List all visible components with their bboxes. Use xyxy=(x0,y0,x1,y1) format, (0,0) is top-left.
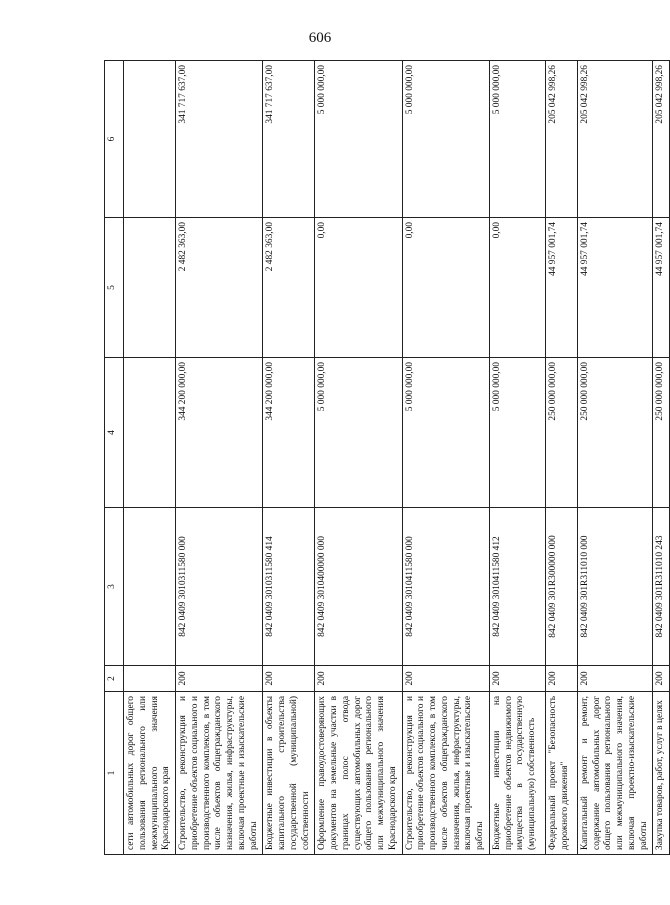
table-row xyxy=(315,61,402,855)
row-amount-4: 5 000 000,00 xyxy=(402,358,489,508)
row-amount-4 xyxy=(124,358,176,508)
table-row xyxy=(653,61,670,855)
row-classification: 842 0409 301R300000 000 xyxy=(545,508,577,666)
row-code: 200 xyxy=(653,666,670,692)
header-cell: 3 xyxy=(105,508,124,666)
row-classification: 842 0409 3010411580 000 xyxy=(402,508,489,666)
row-description: Бюджетные инвестиции в объекты капитального строительства государственной (муниципальной) собственности xyxy=(263,692,315,855)
row-amount-6: 5 000 000,00 xyxy=(402,61,489,218)
row-code: 200 xyxy=(315,666,402,692)
table-row xyxy=(489,61,545,855)
row-amount-5: 44 957 001,74 xyxy=(653,218,670,358)
header-cell: 4 xyxy=(105,358,124,508)
row-description: Федеральный проект "Безопасность дорожного движения" xyxy=(545,692,577,855)
row-code: 200 xyxy=(263,666,315,692)
row-classification xyxy=(124,508,176,666)
row-amount-5 xyxy=(124,218,176,358)
row-code: 200 xyxy=(176,666,263,692)
row-code: 200 xyxy=(402,666,489,692)
row-amount-4: 250 000 000,00 xyxy=(577,358,653,508)
table-row xyxy=(176,61,263,855)
row-description: Капитальный ремонт и ремонт, содержание автомобильных дорог общего пользования регионального или межмуниципального значения, включая проектно-изыскательские работы xyxy=(577,692,653,855)
row-amount-5: 0,00 xyxy=(315,218,402,358)
row-description: Бюджетные инвестиции на приобретение объектов недвижимого имущества в государственную (муниципальную) собственность xyxy=(489,692,545,855)
row-code xyxy=(124,666,176,692)
row-description: Строительство, реконструкция и приобретение объектов социального и производственного комплексов, в том числе объектов общегражданского назначения, жилья, инфраструктуры, включая проектные и изыскательские работы xyxy=(402,692,489,855)
table-row xyxy=(263,61,315,855)
row-description: Строительство, реконструкция и приобретение объектов социального и производственного комплексов, в том числе объектов общегражданского назначения, жилья, инфраструктуры, включая проектные и изыскательские работы xyxy=(176,692,263,855)
row-code: 200 xyxy=(577,666,653,692)
row-amount-6: 341 717 637,00 xyxy=(263,61,315,218)
row-classification: 842 0409 3010411580 412 xyxy=(489,508,545,666)
table-rotator xyxy=(104,61,666,855)
row-code: 200 xyxy=(489,666,545,692)
row-description: сети автомобильных дорог общего пользования регионального или межмуниципального значения Краснодарского края xyxy=(124,692,176,855)
row-amount-5: 2 482 363,00 xyxy=(263,218,315,358)
header-cell: 1 xyxy=(105,692,124,855)
row-amount-4: 5 000 000,00 xyxy=(315,358,402,508)
row-amount-6: 205 042 998,26 xyxy=(545,61,577,218)
header-cell: 6 xyxy=(105,61,124,218)
row-classification: 842 0409 3010311580 000 xyxy=(176,508,263,666)
row-classification: 842 0409 301R311010 000 xyxy=(577,508,653,666)
row-amount-4: 344 200 000,00 xyxy=(176,358,263,508)
row-code: 200 xyxy=(545,666,577,692)
row-amount-5: 0,00 xyxy=(402,218,489,358)
row-amount-5: 44 957 001,74 xyxy=(545,218,577,358)
row-amount-6: 5 000 000,00 xyxy=(489,61,545,218)
row-classification: 842 0409 3010400000 000 xyxy=(315,508,402,666)
row-amount-6: 341 717 637,00 xyxy=(176,61,263,218)
row-amount-4: 250 000 000,00 xyxy=(653,358,670,508)
header-cell: 2 xyxy=(105,666,124,692)
row-amount-6: 205 042 998,26 xyxy=(577,61,653,218)
row-description: Оформление правоудостоверяющих документов на земельные участки в границах полос отвода существующих автомобильных дорог общего пользования регионального или межмуниципального значения Краснодарского края xyxy=(315,692,402,855)
row-amount-5: 44 957 001,74 xyxy=(577,218,653,358)
header-row xyxy=(105,61,124,855)
row-amount-4: 250 000 000,00 xyxy=(545,358,577,508)
row-amount-4: 344 200 000,00 xyxy=(263,358,315,508)
row-description: Закупка товаров, работ, услуг в целях xyxy=(653,692,670,855)
page-number: 606 xyxy=(308,30,332,46)
row-amount-6: 205 042 998,26 xyxy=(653,61,670,218)
table-row xyxy=(402,61,489,855)
budget-table xyxy=(104,60,670,855)
row-amount-6: 5 000 000,00 xyxy=(315,61,402,218)
table-row xyxy=(545,61,577,855)
row-amount-6 xyxy=(124,61,176,218)
row-classification: 842 0409 3010311580 414 xyxy=(263,508,315,666)
row-amount-4: 5 000 000,00 xyxy=(489,358,545,508)
header-cell: 5 xyxy=(105,218,124,358)
table-row xyxy=(124,61,176,855)
row-classification: 842 0409 301R311010 243 xyxy=(653,508,670,666)
row-amount-5: 2 482 363,00 xyxy=(176,218,263,358)
row-amount-5: 0,00 xyxy=(489,218,545,358)
table-row xyxy=(577,61,653,855)
